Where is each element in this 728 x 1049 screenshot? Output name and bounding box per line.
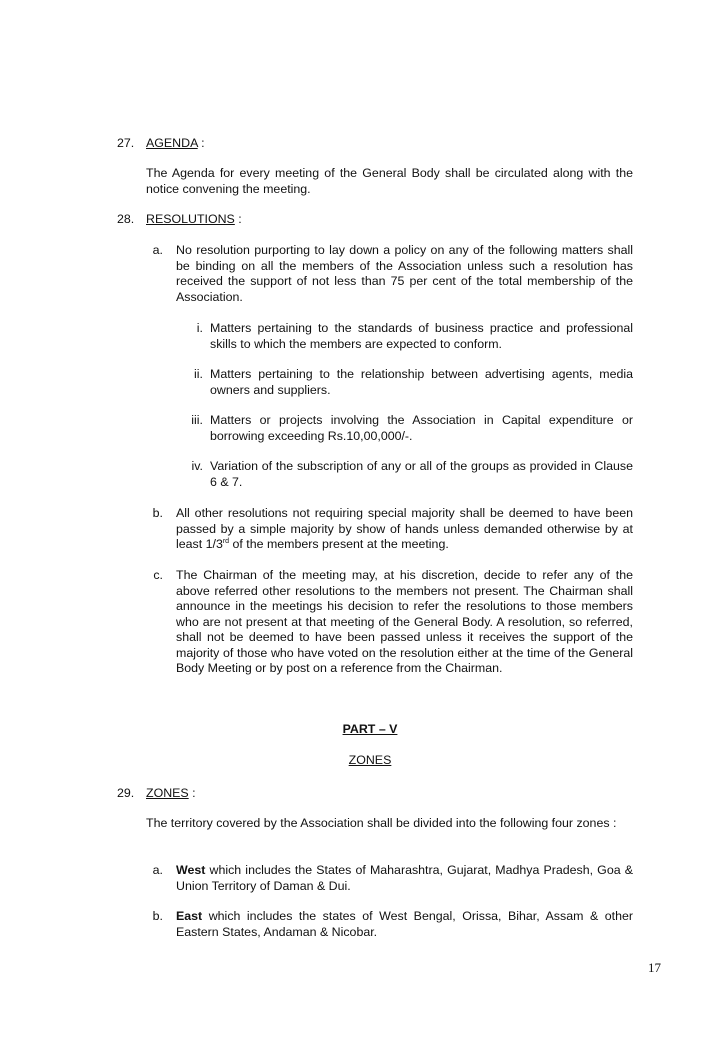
section-27-text: The Agenda for every meeting of the General Body shall be circulated along with the notice convening the meeting. (146, 166, 633, 196)
part-title (0, 722, 728, 738)
page-number: 17 (648, 960, 661, 975)
part-title-text: PART – V (342, 722, 398, 736)
clause-28c-text: The Chairman of the meeting may, at his discretion, decide to refer any of the above referred other resolutions to the members not present. The Chairman shall announce in the meetings his decision to refer the resolutions to those members who are not present at that meeting of the General Body. A resolution, so referred, shall not be deemed to have been passed unless it receives the support of the majority of those who have voted on the resolution either at the time of the General Body Meeting or by post on a reference from the Chairman. (176, 568, 633, 675)
item-ii-text: Matters pertaining to the relationship between advertising agents, media owners and suppliers. (210, 367, 633, 397)
zone-b-description: which includes the states of West Bengal, Orissa, Bihar, Assam & other Eastern States, Andaman & Nicobar. (176, 909, 633, 939)
zone-b-name: East (176, 909, 203, 923)
item-iii-text: Matters or projects involving the Association in Capital expenditure or borrowing exceeding Rs.10,00,000/-. (210, 413, 633, 443)
item-iv-text: Variation of the subscription of any or all of the groups as provided in Clause 6 & 7. (210, 459, 633, 489)
section-27-title: AGENDA (146, 136, 198, 150)
zone-b-label: b. (152, 909, 163, 923)
section-29-heading (146, 786, 196, 802)
clause-28b-superscript: rd (222, 537, 230, 545)
section-29-title: ZONES (146, 786, 189, 800)
section-29-number: 29. (117, 786, 135, 800)
item-i-label: i. (196, 321, 203, 335)
clause-28c-label: c. (153, 568, 163, 582)
item-iii-label: iii. (191, 413, 203, 427)
section-28-heading (146, 212, 242, 228)
zone-a-description: which includes the States of Maharashtra, Gujarat, Madhya Pradesh, Goa & Union Territory of Daman & Dui. (176, 863, 633, 893)
section-27-colon: : (197, 136, 205, 150)
clause-28b-text (176, 506, 633, 553)
item-i-text: Matters pertaining to the standards of business practice and professional skills to which the members are expected to conform. (210, 321, 633, 351)
clause-28b-label: b. (152, 506, 163, 520)
item-ii-label: ii. (194, 367, 203, 381)
section-29-colon: : (188, 786, 196, 800)
item-iv-label: iv. (191, 459, 203, 473)
section-29-text: The territory covered by the Association shall be divided into the following four zones : (146, 816, 617, 830)
clause-28b-text-main: All other resolutions not requiring special majority shall be deemed to have been passed by a simple majority by show of hands unless demanded otherwise by at least 1/3 (176, 506, 633, 551)
clause-28a-text: No resolution purporting to lay down a policy on any of the following matters shall be binding on all the members of the Association unless such a resolution has received the support of not less than 75 per cent of the total membership of the Association. (176, 243, 633, 304)
zone-a-label: a. (152, 863, 163, 877)
clause-28a-label: a. (152, 243, 163, 257)
section-27-number: 27. (117, 136, 135, 150)
zone-b-text (176, 909, 633, 940)
section-27-heading (146, 136, 205, 152)
section-28-number: 28. (117, 212, 135, 226)
part-subtitle-text: ZONES (348, 753, 392, 767)
section-28-title: RESOLUTIONS (146, 212, 235, 226)
zone-a-name: West (176, 863, 206, 877)
zone-a-text (176, 863, 633, 894)
section-28-colon: : (234, 212, 242, 226)
clause-28b-text-end: of the members present at the meeting. (229, 537, 449, 551)
part-subtitle (0, 753, 728, 769)
